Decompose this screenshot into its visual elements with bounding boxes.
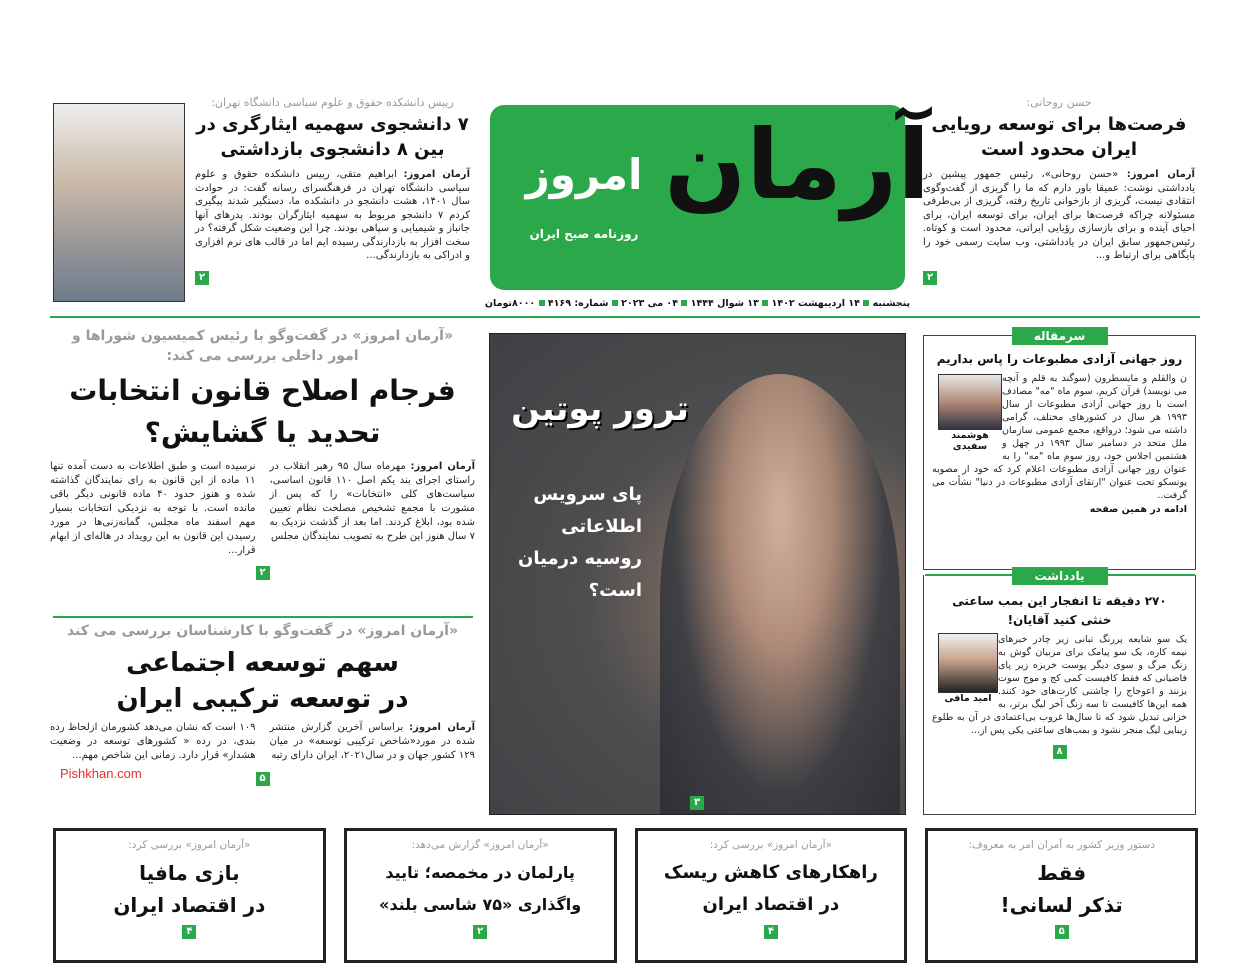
author-photo xyxy=(938,633,998,693)
note-headline-2: خنثی کنید آقایان! xyxy=(1007,613,1112,627)
bottom-story[interactable] xyxy=(344,828,617,963)
dateline-lunar: ۱۳ شوال ۱۴۴۴ xyxy=(690,298,759,309)
story-kicker: دستور وزیر کشور به آمران امر به معروف: xyxy=(968,839,1155,851)
photo-motaghi xyxy=(53,103,185,302)
story-body-right: آرمان امروز: مهرماه سال ۹۵ رهبر انقلاب در راستای اجرای بند یکم اصل ۱۱۰ قانون اساسی، سیاست‌های کلی «انتخابات» را که پس از مشورت با مجمع تشخیص مصلحت نظام تعیین شده بود، ابلاغ کردند. اما بعد از گذشت نزدیک به ۷ سال هنوز این طرح به تصویب نمایندگان مجلس xyxy=(269,461,475,542)
story-body: آرمان امروز: «حسن روحانی»، رئیس جمهور پیشین در یادداشتی نوشت: عمیقا باور دارم که ما را گریزی از گفت‌وگوی انتقادی نیست، گریزی از بازخوانی تاریخ رفته، گریزی از بی‌طرفی مسئولانه چراکه فرصت‌ها برای ایران، برای توسعه ایران، برای احیای آینده و برای بازسازی رؤیایی ایرانی، محدود است و کوتاه. رئیس‌جمهور سابق ایران در یادداشتی، وب سایت رسمی خود را پایگاهی برای ارتباط و... xyxy=(923,169,1195,261)
story-kicker: حسن روحانی: xyxy=(1026,96,1092,109)
editorial-body: ن والقلم و مایسطرون (سوگند به قلم و آنچه می نویسد) قرآن کریم. سوم ماه "مه" مصادف است با روز جهانی آزادی مطبوعات از سال ۱۹۹۳ هر سال در کشورهای مختلف، گرامی داشته می شود؛ درواقع، مجمع عمومی سازمان ملل متحد در دسامبر سال ۱۹۹۳ در چهل و هشتمین اجلاس خود، روز سوم ماه "مه" را به عنوان روز جهانی آزادی مطبوعات اعلام کرد که خود از مصوبه یونسکو تحت عنوان "ارتقای آزادی مطبوعات در دنیا" نشأت می گرفت.. xyxy=(932,373,1187,501)
story-headline-1: پارلمان در مخمصه؛ تایید xyxy=(385,863,575,882)
story-students[interactable] xyxy=(195,96,471,283)
dateline xyxy=(480,297,915,311)
story-headline-1: سهم توسعه اجتماعی xyxy=(126,648,399,678)
story-kicker: «آرمان امروز» بررسی کرد: xyxy=(709,839,832,851)
masthead-name: آرمان xyxy=(664,109,930,221)
bottom-story[interactable] xyxy=(925,828,1198,963)
putin-figure xyxy=(660,374,900,815)
page-ref[interactable]: ۴ xyxy=(764,925,778,939)
masthead-tagline: روزنامه صبح ایران xyxy=(529,227,639,241)
story-rouhani[interactable] xyxy=(923,96,1195,283)
page-ref[interactable]: ۸ xyxy=(1053,745,1067,759)
bottom-story[interactable] xyxy=(53,828,326,963)
story-election[interactable] xyxy=(50,326,475,580)
note-tag: یادداشت xyxy=(1012,567,1108,585)
continue-link[interactable]: ادامه در همین صفحه xyxy=(1089,504,1187,515)
divider xyxy=(53,616,473,618)
bottom-story[interactable] xyxy=(635,828,908,963)
story-headline-2: در اقتصاد ایران xyxy=(113,893,266,917)
story-headline: فرصت‌ها برای توسعه رویایی ایران محدود است xyxy=(931,114,1187,160)
page-ref[interactable]: ۲ xyxy=(473,925,487,939)
masthead-rule xyxy=(50,316,1200,318)
page-ref[interactable]: ۵ xyxy=(1055,925,1069,939)
story-kicker: «آرمان امروز» بررسی کرد: xyxy=(128,839,251,851)
page-ref[interactable]: ۲ xyxy=(195,271,209,285)
story-headline-2: در توسعه ترکیبی ایران xyxy=(116,684,409,714)
author-photo xyxy=(938,374,1002,430)
cover-subhead: پای سرویس اطلاعاتی روسیه درمیان است؟ xyxy=(518,484,642,601)
story-body-right: آرمان امروز: براساس آخرین گزارش منتشر شده در مورد«شاخص ترکیبی توسعه» در میان ۱۲۹ کشور جهان و در سال۲۰۲۱، ایران دارای رتبه xyxy=(269,722,475,761)
story-kicker: «آرمان امروز» در گفت‌وگو با رئیس کمیسیون شوراها و امور داخلی بررسی می کند: xyxy=(72,328,453,364)
author-name: هوشمند سفیدی xyxy=(951,430,989,452)
story-body-left: نرسیده است و طبق اطلاعات به دست آمده تنها ۱۱ ماده از این قانون به رای نمایندگان گذاشته شده و هنوز حدود ۴۰ ماده قانونی دیگر باقی مانده است. با توجه به نزدیکی انتخابات بسیار مهم اسفند ماه مجلس، گمانه‌زنی‌ها در مورد رسیدن این قانون به این رویداد در هاله‌ای از ابهام قرار... xyxy=(50,461,256,556)
price: ۸۰۰۰تومان xyxy=(484,298,536,309)
story-headline-1: فرجام اصلاح قانون انتخابات xyxy=(69,374,456,407)
dateline-weekday: پنجشنبه xyxy=(872,298,911,309)
note-box[interactable] xyxy=(923,569,1196,815)
story-headline-2: تذکر لسانی! xyxy=(1000,893,1123,917)
dateline-solar: ۱۴ اردیبهشت ۱۴۰۲ xyxy=(771,298,860,309)
editorial-box[interactable] xyxy=(923,329,1196,570)
page-ref[interactable]: ۳ xyxy=(690,796,704,810)
story-headline-2: واگذاری «۷۵ شاسی بلند» xyxy=(379,895,582,914)
story-kicker: «آرمان امروز» گزارش می‌دهد: xyxy=(411,839,549,851)
story-kicker: «آرمان امروز» در گفت‌وگو با کارشناسان بررسی می کند xyxy=(66,623,459,639)
page-ref[interactable]: ۴ xyxy=(182,925,196,939)
story-body-left: ۱۰۹ است که نشان می‌دهد کشورمان ازلحاظ رده بندی، در رده « کشورهای توسعه در وضعیت هشدار» قرار دارد. زمانی این شاخص مهم... xyxy=(50,722,256,761)
page-ref[interactable]: ۵ xyxy=(256,772,270,786)
masthead-sub-name: امروز xyxy=(525,150,643,199)
story-social-development[interactable] xyxy=(50,621,475,782)
story-body: آرمان امروز: ابراهیم متقی، رییس دانشکده حقوق و علوم سیاسی دانشگاه تهران در فرهنگسرای رسانه گفت: در حوادث سال ۱۴۰۱، هشت دانشجو در دانشکده ما، دستگیر شدند پیگیری کردم ۷ دانشجو مربوط به سهمیه ایثارگران بودند. پدرهای آنها جانباز و شیمیایی و سپاهی بودند. چرا این وضعیت شکل گرفته؟ در سخت افزار به بازدارندگی رسیده ایم اما در قالب های نرم افزاری و ادراکی به بازدارندگی... xyxy=(195,169,471,261)
masthead xyxy=(490,50,930,290)
author-name: امید مافی xyxy=(944,693,992,704)
page-ref[interactable]: ۲ xyxy=(256,566,270,580)
editorial-tag: سرمقاله xyxy=(1012,327,1108,345)
cover-headline: ترور پوتین xyxy=(511,389,689,429)
issue-number: شماره: ۴۱۶۹ xyxy=(547,298,609,309)
note-body: یک سو شایعه پررنگ تبانی زیر چادر خبرهای نیمه کاره، یک سو پیامک برای مربیان گوش به زنگ مرگ و سوی دیگر پوست خربزه زیر پای فاضیانی که فقط کافیست کمی کج و موج سوت بزنند و اعوجاج را چاشنی کارت‌های خود کنند. همه این‌ها کافیست تا سه زنگ آخر لیگ برتر، به خزانی تبدیل شود که تا سال‌ها غروب بی‌اعتمادی در آن به طلوع زیبایی لیگ منجر نشود و بمب‌های ساعتی یکی پس از... xyxy=(932,634,1187,736)
story-headline-1: فقط xyxy=(1037,861,1087,885)
cover-story[interactable] xyxy=(489,333,906,815)
story-headline-1: راهکارهای کاهش ریسک xyxy=(663,862,878,883)
story-headline: ۷ دانشجوی سهمیه ایثارگری در بین ۸ دانشجوی بازداشتی xyxy=(196,114,469,160)
story-kicker: رییس دانشکده حقوق و علوم سیاسی دانشگاه تهران: xyxy=(211,96,454,109)
note-headline-1: ۲۷۰ دقیقه تا انفجار این بمب ساعتی xyxy=(952,594,1167,608)
story-headline-2: تحدید یا گشایش؟ xyxy=(144,416,381,449)
editorial-headline: روز جهانی آزادی مطبوعات را پاس بداریم xyxy=(936,352,1183,366)
bottom-row xyxy=(53,828,1198,963)
dateline-gregorian: ۰۴ می ۲۰۲۳ xyxy=(621,298,679,309)
page-ref[interactable]: ۲ xyxy=(923,271,937,285)
watermark: Pishkhan.com xyxy=(60,766,142,781)
story-headline-2: در اقتصاد ایران xyxy=(702,894,840,915)
story-headline-1: بازی مافیا xyxy=(139,861,240,885)
